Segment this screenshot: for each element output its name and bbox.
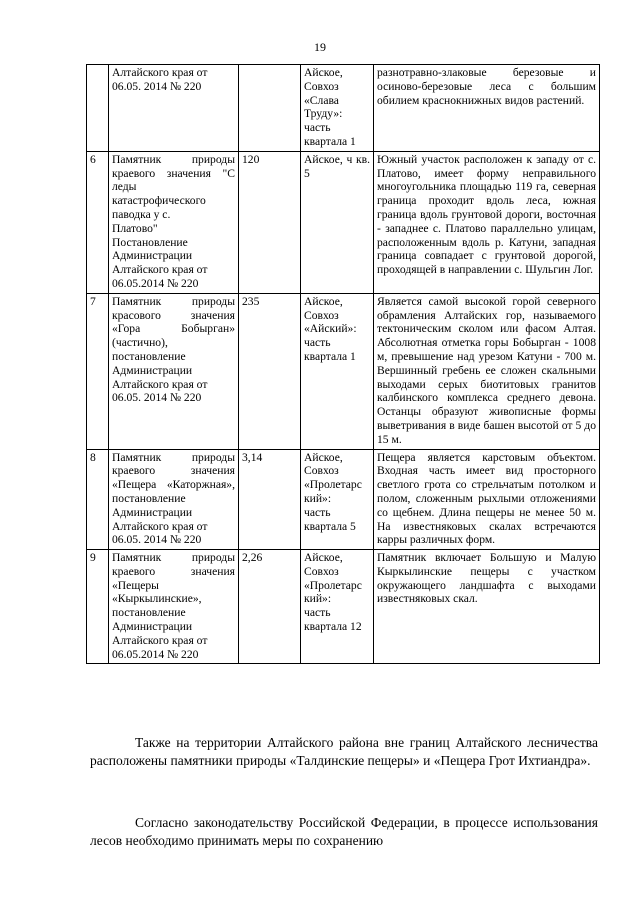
monument-name: Памятник природы краевого значения «Пещеры «Кыркылинские», постановление Администрации Алтайского края от 06.05.2014 № 220 bbox=[109, 550, 239, 664]
row-number: 8 bbox=[87, 449, 109, 550]
monument-location: Айское, ч кв. 5 bbox=[301, 151, 374, 293]
monument-description: Является самой высокой горой северного обрамления Алтайских гор, называемого тектоническим сколом или фасом Алтая. Абсолютная отметка горы Бобырган - 1008 м, превышение над урезом Катуни - 700 м. Вершинный гребень ее сложен скальными выходами серых биотитовых гранитов калбинского комплекса среднего девона. Останцы образуют живописные формы выветривания в виде башен высотой от 5 до 15 м. bbox=[374, 293, 600, 449]
monument-area: 120 bbox=[239, 151, 301, 293]
monument-description: Памятник включает Большую и Малую Кыркылинские пещеры с участком окружающего ландшафта с выходами известняковых скал. bbox=[374, 550, 600, 664]
nature-monuments-table bbox=[86, 64, 600, 664]
monument-description: Пещера является карстовым объектом. Входная часть имеет вид просторного светлого грота со стрельчатым потолком и полом, сложенным рыхлыми отложениями со щебнем. Длина пещеры не менее 50 м. На известняковых скалах встречаются карры различных форм. bbox=[374, 449, 600, 550]
table-row bbox=[87, 550, 600, 664]
monument-location: Айское, Совхоз «Пролетарс кий»: часть квартала 12 bbox=[301, 550, 374, 664]
table-row bbox=[87, 449, 600, 550]
paragraph-text: Согласно законодательству Российской Федерации, в процессе использования лесов необходимо принимать меры по сохранению bbox=[90, 815, 598, 848]
table-row bbox=[87, 293, 600, 449]
monument-area: 235 bbox=[239, 293, 301, 449]
page-number: 19 bbox=[314, 40, 326, 54]
body-paragraph bbox=[90, 734, 598, 769]
monument-description: Южный участок расположен к западу от с. Платово, имеет форму неправильного многоугольника площадью 119 га, северная граница проходит вдоль леса, южная граница вдоль грунтовой дороги, восточная - западнее с. Платово параллельно улицам, расположенным вдоль р. Катуни, западная граница совпадает с грунтовой дорогой, проходящей в направлении с. Шульгин Лог. bbox=[374, 151, 600, 293]
monument-area: 2,26 bbox=[239, 550, 301, 664]
monument-area bbox=[239, 65, 301, 152]
monument-name: Алтайского края от 06.05. 2014 № 220 bbox=[109, 65, 239, 152]
monument-name: Памятник природы краевого значения «Пещера «Каторжная», постановление Администрации Алтайского края от 06.05. 2014 № 220 bbox=[109, 449, 239, 550]
table-row bbox=[87, 65, 600, 152]
body-paragraph bbox=[90, 814, 598, 849]
row-number: 9 bbox=[87, 550, 109, 664]
monument-name: Памятник природы краевого значения "С леды катастрофического паводка у с. Платово" Постановление Администрации Алтайского края от 06.05.2014 № 220 bbox=[109, 151, 239, 293]
monument-location: Айское, Совхоз «Айский»: часть квартала 1 bbox=[301, 293, 374, 449]
table-row bbox=[87, 151, 600, 293]
monument-area: 3,14 bbox=[239, 449, 301, 550]
row-number bbox=[87, 65, 109, 152]
monument-location: Айское, Совхоз «Слава Труду»: часть квартала 1 bbox=[301, 65, 374, 152]
monument-description: разнотравно-злаковые березовые и осиново-березовые леса с большим обилием краснокнижных видов растений. bbox=[374, 65, 600, 152]
monument-name: Памятник природы красового значения «Гора Бобырган» (частично), постановление Администрации Алтайского края от 06.05. 2014 № 220 bbox=[109, 293, 239, 449]
row-number: 7 bbox=[87, 293, 109, 449]
paragraph-text: Также на территории Алтайского района вне границ Алтайского лесничества расположены памятники природы «Талдинские пещеры» и «Пещера Грот Ихтиандра». bbox=[90, 735, 598, 768]
row-number: 6 bbox=[87, 151, 109, 293]
monument-location: Айское, Совхоз «Пролетарс кий»: часть квартала 5 bbox=[301, 449, 374, 550]
